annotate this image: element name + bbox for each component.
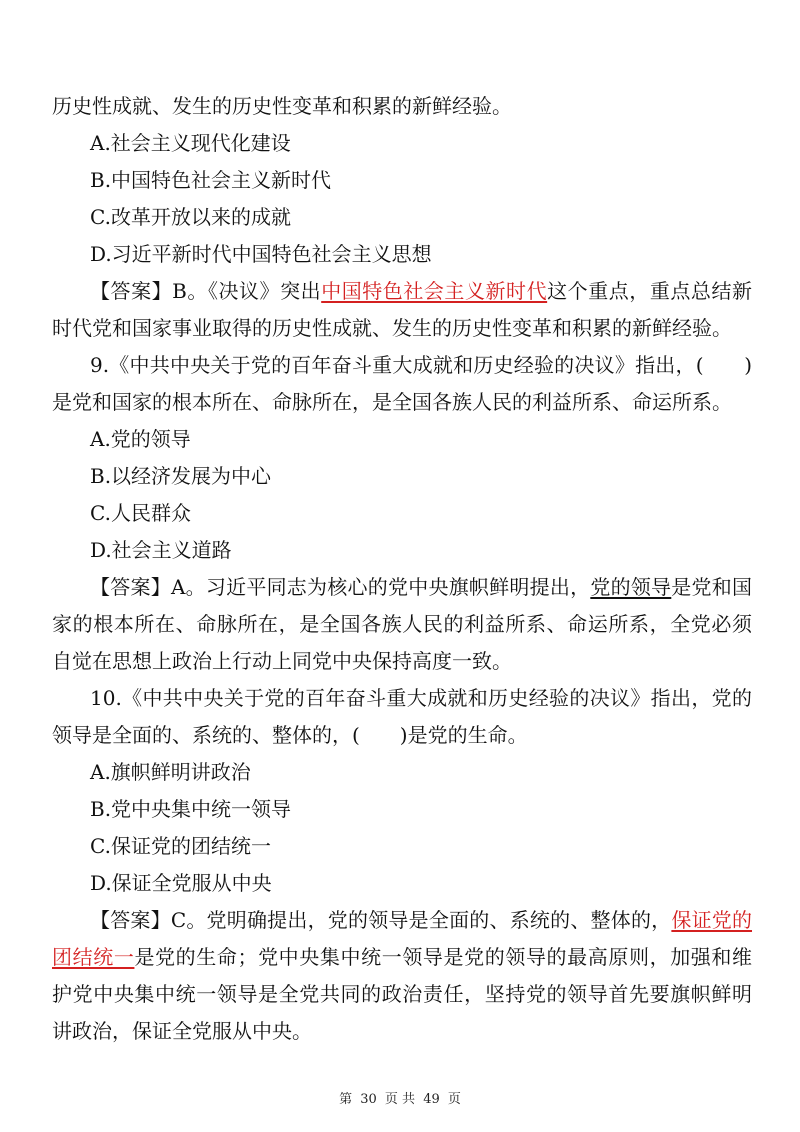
q9-answer-line1 [52,569,752,606]
q10-answer-prefix: 【答案】C。党明确提出，党的领导是全面的、系统的、整体的， [90,908,672,932]
footer-page-number: 30 [360,1092,377,1107]
q10-answer-line2 [52,939,752,976]
q10-answer-line1 [52,902,752,939]
q10-option-a: A.旗帜鲜明讲政治 [90,760,251,784]
q8-option-a: A.社会主义现代化建设 [90,131,291,155]
q10-answer-highlight-b: 团结统一 [52,945,135,969]
q8-tail: 历史性成就、发生的历史性变革和积累的新鲜经验。 [52,94,512,118]
q9-answer-prefix: 【答案】A。习近平同志为核心的党中央旗帜鲜明提出， [90,575,591,599]
document-page [52,88,752,1050]
q9-answer-suffix: 是党和国 [671,575,753,599]
q10-stem-line2: 领导是全面的、系统的、整体的，( )是党的生命。 [52,723,528,747]
q10-answer-line3: 护党中央集中统一领导是全党共同的政治责任，坚持党的领导首先要旗帜鲜明 [52,982,752,1006]
q8-answer-line2: 时代党和国家事业取得的历史性成就、发生的历史性变革和积累的新鲜经验。 [52,316,732,340]
q10-answer-highlight-a: 保证党的 [671,908,753,932]
q9-stem-line1: 9.《中共中央关于党的百年奋斗重大成就和历史经验的决议》指出，( ) [90,353,752,377]
q8-option-c: C.改革开放以来的成就 [90,205,291,229]
q9-answer-line2: 家的根本所在、命脉所在，是全国各族人民的利益所系、命运所系，全党必须 [52,612,752,636]
q9-option-b: B.以经济发展为中心 [90,464,272,488]
q10-stem-line1: 10.《中共中央关于党的百年奋斗重大成就和历史经验的决议》指出，党的 [90,686,752,710]
q8-option-d: D.习近平新时代中国特色社会主义思想 [90,242,432,266]
q9-option-d: D.社会主义道路 [90,538,232,562]
q10-option-d: D.保证全党服从中央 [90,871,272,895]
q9-answer-highlight: 党的领导 [590,575,672,599]
q8-answer-suffix: 这个重点，重点总结新 [547,279,753,303]
page-footer [0,1088,800,1107]
q10-option-c: C.保证党的团结统一 [90,834,271,858]
q9-option-c: C.人民群众 [90,501,191,525]
q10-option-b: B.党中央集中统一领导 [90,797,292,821]
q9-option-a: A.党的领导 [90,427,191,451]
q8-answer-line1 [52,273,752,310]
q10-answer-suffix: 是党的生命；党中央集中统一领导是党的领导的最高原则，加强和维 [134,945,753,969]
q9-answer-line3: 自觉在思想上政治上行动上同党中央保持高度一致。 [52,649,512,673]
q8-option-b: B.中国特色社会主义新时代 [90,168,332,192]
footer-prefix: 第 [339,1092,353,1107]
footer-suffix: 页 [447,1092,461,1107]
q8-answer-highlight: 中国特色社会主义新时代 [321,279,548,303]
q9-stem-line2: 是党和国家的根本所在、命脉所在，是全国各族人民的利益所系、命运所系。 [52,390,732,414]
q8-answer-prefix: 【答案】B。《决议》突出 [90,279,322,303]
footer-total-pages: 49 [423,1092,440,1107]
footer-middle: 页 共 [384,1092,416,1107]
q10-answer-line4: 讲政治，保证全党服从中央。 [52,1019,312,1043]
